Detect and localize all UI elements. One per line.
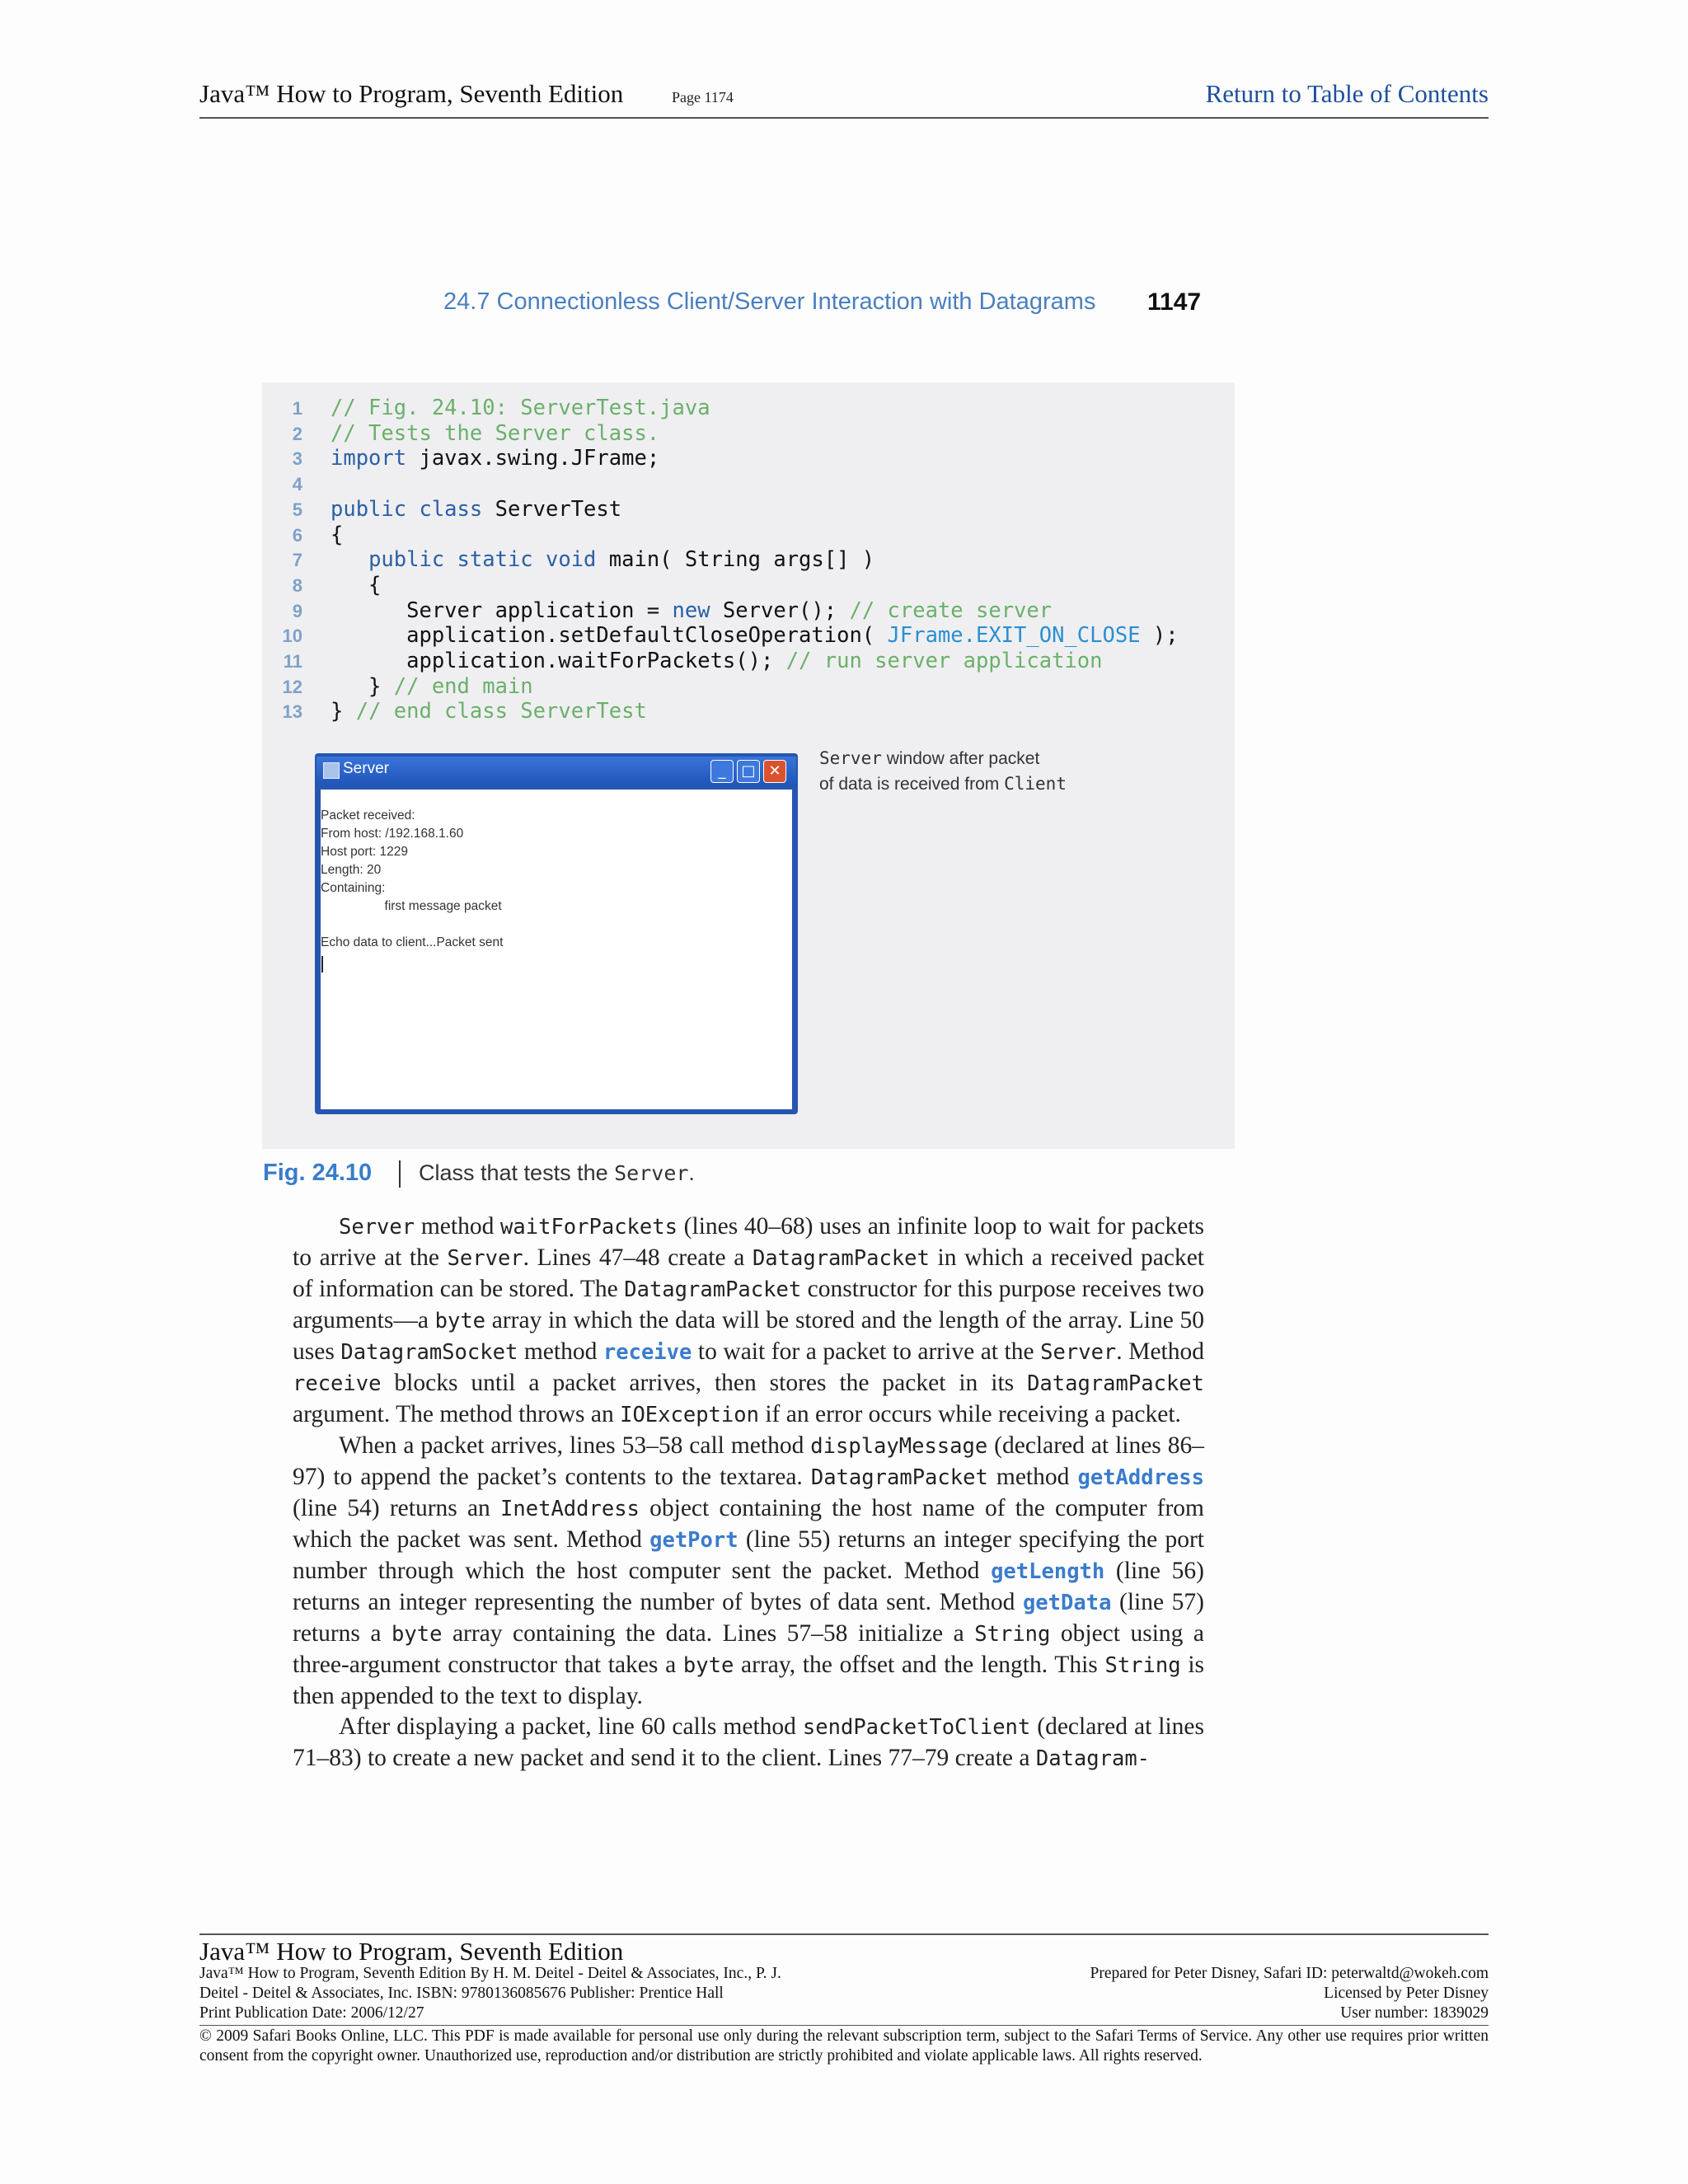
code-line-number: 3	[292, 448, 302, 470]
server-output-line: Length: 20	[321, 863, 382, 877]
code-line-number: 2	[292, 423, 302, 444]
body-text-run: array, the offset and the length. This	[734, 1652, 1105, 1678]
header-book-title: Java™ How to Program, Seventh Edition	[199, 79, 624, 108]
footer-copyright: © 2009 Safari Books Online, LLC. This PDF is made available for personal use only during the relevant subscription term, subject to the Safari Terms of Service. Any other use requires prior written consent from the copyright owner. Unauthorized use, reproduction and/or distribution are strictly prohibited and violate applicable laws. All rights reserved.	[199, 2027, 1489, 2064]
code-line	[331, 396, 710, 420]
code-token: application.waitForPackets();	[331, 649, 786, 673]
code-line	[331, 421, 659, 446]
code-line-number: 13	[282, 701, 302, 723]
code-token: application.setDefaultCloseOperation(	[331, 623, 888, 649]
figure-caption-end: .	[688, 1160, 695, 1185]
minimize-icon[interactable]: _	[710, 760, 734, 783]
code-line-number: 10	[282, 626, 302, 647]
header-divider	[199, 117, 1489, 119]
code-token: ServerTest	[482, 496, 622, 522]
code-line	[331, 598, 1052, 623]
server-output-line: Host port: 1229	[321, 845, 408, 859]
body-text-run: (line 57) returns a	[293, 1589, 1204, 1647]
body-text-run: (line 56) returns an integer representing the number of bytes of data sent. Method	[293, 1558, 1204, 1615]
code-line	[331, 446, 659, 471]
body-text-run: if an error occurs while receiving a packet.	[758, 1401, 1181, 1427]
body-paragraph	[293, 1212, 1204, 1431]
inline-code: Server	[1040, 1340, 1117, 1365]
code-token: }	[331, 699, 356, 724]
code-token: {	[331, 572, 382, 598]
method-name-highlight: getData	[1022, 1591, 1112, 1615]
inline-code: Server	[447, 1246, 523, 1271]
code-line-number: 9	[292, 600, 302, 621]
body-text-run: constructor for this purpose receives two arguments—a	[293, 1276, 1204, 1333]
body-text-run: When a packet arrives, lines 53–58 call method	[339, 1432, 811, 1459]
body-text-run: (declared at lines 71–83) to create a new packet and send it to the client. Lines 77–79 create a	[293, 1713, 1204, 1771]
code-token: }	[331, 673, 394, 699]
footer-line1-left: Java™ How to Program, Seventh Edition By H. M. Deitel - Deitel & Associates, Inc., P. J.	[199, 1965, 781, 1982]
body-paragraph	[293, 1712, 1204, 1774]
code-line	[331, 523, 343, 547]
java-app-icon	[323, 762, 340, 779]
body-text-run: is then appended to the text to display.	[293, 1652, 1204, 1709]
code-token: import	[331, 446, 407, 471]
code-token: );	[1140, 623, 1179, 649]
server-output-line: first message packet	[321, 899, 502, 913]
running-head-page-number: 1147	[1147, 288, 1202, 316]
inline-code: byte	[434, 1309, 486, 1333]
server-window-title: Server	[343, 760, 389, 777]
code-line-number: 1	[292, 398, 302, 419]
code-token: public class	[331, 496, 483, 522]
inline-code: DatagramPacket	[1027, 1371, 1204, 1396]
toc-link[interactable]: Return to Table of Contents	[1205, 79, 1489, 108]
body-text-run: to wait for a packet to arrive at the	[692, 1338, 1041, 1365]
inline-code: DatagramPacket	[752, 1246, 930, 1271]
footer-line1-right: Prepared for Peter Disney, Safari ID: peterwaltd@wokeh.com	[1090, 1965, 1489, 1982]
method-name-highlight: getAddress	[1077, 1465, 1204, 1490]
body-text-run: method	[987, 1464, 1078, 1490]
inline-code: Datagram-	[1035, 1746, 1151, 1771]
body-text-run: After displaying a packet, line 60 calls method	[339, 1713, 803, 1740]
server-output-line: Echo data to client...Packet sent	[321, 935, 504, 949]
body-text-run: object using a three-argument constructor that takes a	[293, 1620, 1205, 1678]
inline-code: IOException	[620, 1403, 759, 1427]
code-line-number: 6	[292, 524, 302, 546]
figure-number: Fig. 24.10	[263, 1160, 373, 1186]
inline-code: byte	[682, 1653, 734, 1678]
figure-caption-code: Server	[614, 1161, 689, 1185]
body-text-run: object containing the host name of the computer from which the packet was sent. Method	[293, 1495, 1204, 1553]
inline-code: String	[974, 1622, 1051, 1647]
code-line	[331, 699, 647, 724]
caption-text-2: of data is received from	[819, 775, 1005, 794]
code-line-number: 8	[292, 574, 302, 596]
running-head-section: 24.7 Connectionless Client/Server Interaction with Datagrams	[443, 288, 1096, 315]
code-line-number: 5	[292, 499, 302, 520]
header-page-label: Page 1174	[672, 89, 734, 105]
code-line	[331, 674, 533, 699]
inline-code: InetAddress	[500, 1497, 640, 1521]
method-name-highlight: getPort	[649, 1528, 738, 1553]
caption-text-1: window after packet	[881, 749, 1040, 768]
footer-divider-2	[199, 2025, 1489, 2026]
code-token: // run server application	[785, 649, 1103, 673]
body-text	[293, 1212, 1204, 1774]
body-text-run: array containing the data. Lines 57–58 initialize a	[442, 1620, 975, 1647]
body-text-run: (lines 40–68) uses an infinite loop to wait for packets to arrive at the	[293, 1213, 1204, 1271]
footer-book-title: Java™ How to Program, Seventh Edition	[199, 1937, 624, 1966]
caption-separator	[399, 1160, 401, 1188]
server-output-line: Containing:	[321, 881, 386, 895]
body-text-run: (line 55) returns an integer specifying the port number through which the host computer sent the packet. Method	[293, 1526, 1204, 1584]
footer-line3-left: Print Publication Date: 2006/12/27	[199, 2004, 424, 2022]
figure-caption	[419, 1160, 695, 1186]
code-line	[331, 497, 621, 522]
inline-code: displayMessage	[810, 1434, 988, 1459]
code-token: // create server	[849, 598, 1053, 623]
caption-code-client: Client	[1004, 774, 1067, 794]
method-name-highlight: getLength	[991, 1559, 1105, 1584]
code-token: Server application =	[331, 598, 673, 623]
footer-line3-right: User number: 1839029	[1340, 2004, 1489, 2022]
code-token: javax.swing.JFrame;	[406, 446, 660, 471]
body-text-run: in which a received packet of information can be stored. The	[293, 1244, 1204, 1302]
footer-line2-left: Deitel - Deitel & Associates, Inc. ISBN: 9780136085676 Publisher: Prentice Hall	[199, 1985, 724, 2002]
code-token: // end main	[393, 673, 533, 699]
figure-caption-text: Class that tests the	[419, 1160, 615, 1185]
code-token: // Fig. 24.10: ServerTest.java	[331, 396, 710, 420]
code-line	[331, 547, 874, 572]
close-icon[interactable]: ✕	[763, 760, 786, 783]
body-text-run: . Method	[1116, 1338, 1204, 1365]
code-line	[331, 649, 1103, 673]
code-line-number: 11	[283, 651, 302, 672]
text-cursor	[321, 956, 323, 972]
code-line-number: 4	[292, 474, 302, 495]
code-token: // end class ServerTest	[355, 699, 647, 724]
inline-code: byte	[392, 1622, 443, 1647]
body-text-run: . Lines 47–48 create a	[523, 1244, 753, 1271]
body-text-run: method	[415, 1213, 501, 1240]
inline-code: DatagramPacket	[810, 1465, 988, 1490]
footer-line2-right: Licensed by Peter Disney	[1324, 1985, 1489, 2002]
body-text-run: argument. The method throws an	[293, 1401, 621, 1427]
code-token	[331, 547, 368, 572]
body-text-run: (declared at lines 86–97) to append the packet’s contents to the textarea.	[293, 1432, 1204, 1490]
code-token: JFrame.EXIT_ON_CLOSE	[887, 623, 1141, 649]
code-token: new	[672, 598, 710, 623]
code-line	[331, 623, 1179, 648]
body-text-run: method	[518, 1338, 603, 1365]
method-name-highlight: receive	[603, 1340, 692, 1365]
inline-code: receive	[293, 1371, 382, 1396]
inline-code: sendPacketToClient	[802, 1715, 1031, 1740]
inline-code: DatagramPacket	[624, 1277, 802, 1302]
code-line-number: 7	[292, 550, 302, 571]
body-text-run: (line 54) returns an	[293, 1495, 501, 1521]
inline-code: waitForPackets	[500, 1215, 678, 1240]
server-output-line: Packet received:	[321, 808, 415, 823]
code-line-number: 12	[282, 676, 302, 697]
code-token: public static void	[368, 547, 597, 573]
inline-code: DatagramSocket	[340, 1340, 518, 1365]
body-text-run: array in which the data will be stored and the length of the array. Line 50 uses	[293, 1307, 1204, 1365]
code-token: // Tests the Server class.	[331, 420, 660, 446]
body-paragraph	[293, 1431, 1204, 1712]
code-token: main( String args[] )	[596, 547, 875, 573]
caption-code-server: Server	[819, 748, 882, 768]
screenshot-caption	[819, 746, 1067, 797]
footer-divider	[199, 1933, 1489, 1935]
code-token: Server();	[710, 598, 850, 623]
maximize-icon[interactable]: □	[737, 760, 760, 783]
server-output-line: From host: /192.168.1.60	[321, 827, 464, 841]
code-line	[331, 573, 381, 598]
inline-code: String	[1104, 1653, 1181, 1678]
code-token: {	[331, 522, 344, 547]
body-text-run: blocks until a packet arrives, then stores the packet in its	[381, 1370, 1028, 1396]
inline-code: Server	[339, 1215, 415, 1240]
